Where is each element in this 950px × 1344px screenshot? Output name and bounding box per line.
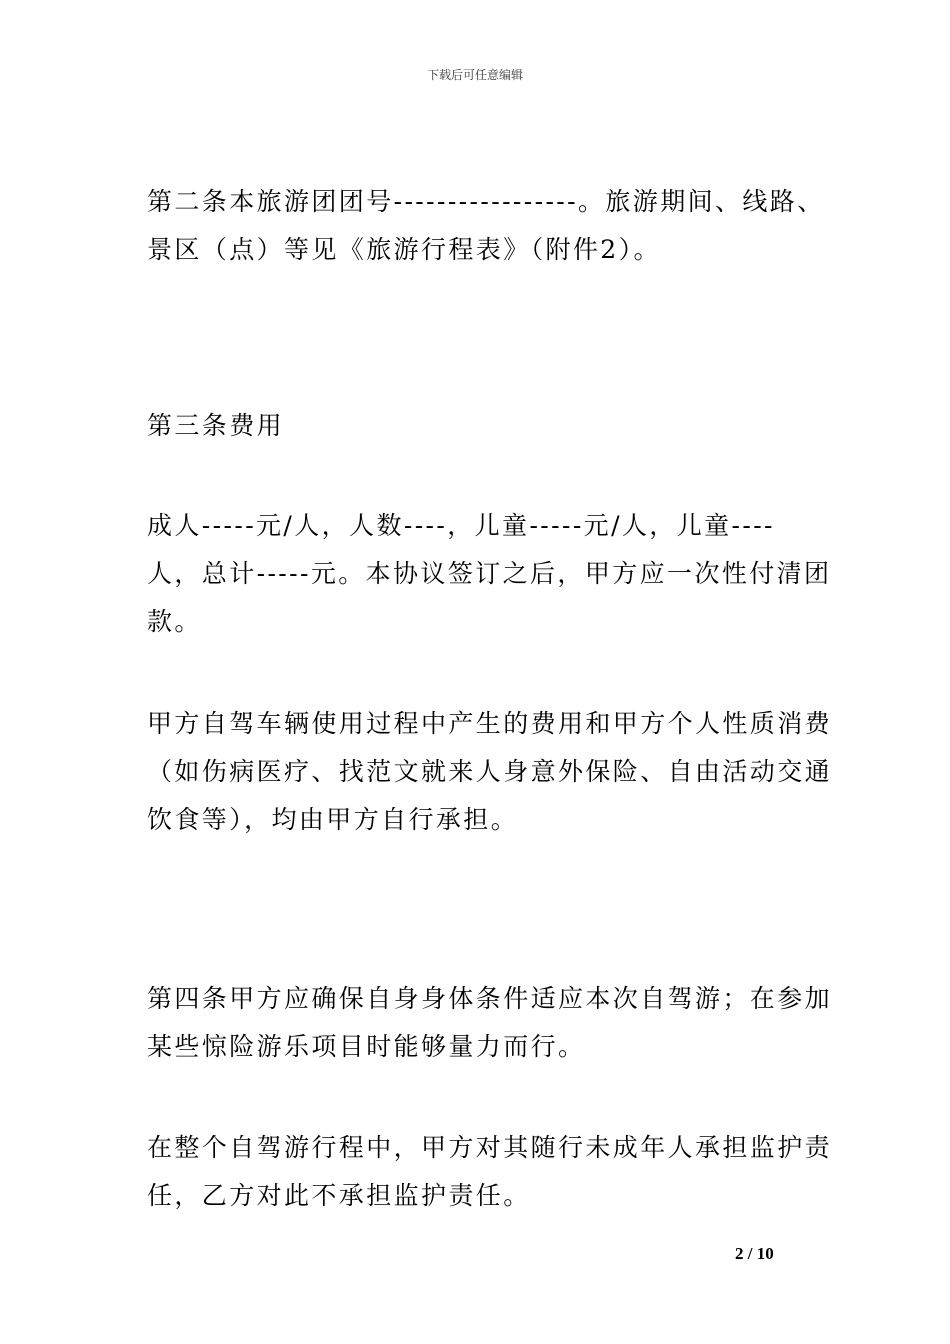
- fees-paragraph: [147, 502, 832, 646]
- paragraph-line: 甲方自驾车辆使用过程中产生的费用和甲方个人性质消费: [147, 709, 833, 738]
- self-expense-paragraph: [147, 700, 833, 844]
- paragraph-line: （如伤病医疗、找范文就来人身意外保险、自由活动交通: [147, 757, 833, 786]
- paragraph-line: 人，总计‐‐‐‐‐元。本协议签订之后，甲方应一次性付清团: [147, 559, 832, 588]
- page-header: 下载后可任意编辑: [426, 68, 523, 82]
- paragraph-line: 第二条本旅游团团号‐‐‐‐‐‐‐‐‐‐‐‐‐‐‐‐‐。旅游期间、线路、: [147, 187, 825, 216]
- article-2-paragraph: [147, 178, 825, 274]
- article-4-paragraph: [147, 975, 833, 1071]
- paragraph-line: 景区（点）等见《旅游行程表》（附件2）。: [147, 235, 661, 264]
- paragraph-line: 第三条费用: [147, 411, 285, 440]
- page-number: 2 / 10: [735, 1244, 774, 1263]
- paragraph-line: 饮食等），均由甲方自行承担。: [147, 805, 519, 834]
- paragraph-line: 款。: [147, 607, 202, 636]
- paragraph-line: 某些惊险游乐项目时能够量力而行。: [147, 1032, 586, 1061]
- paragraph-line: 任，乙方对此不承担监护责任。: [147, 1181, 531, 1210]
- article-3-heading: [147, 402, 817, 450]
- paragraph-line: 第四条甲方应确保自身身体条件适应本次自驾游；在参加: [147, 984, 833, 1013]
- paragraph-line: 成人‐‐‐‐‐元/人，人数‐‐‐‐，儿童‐‐‐‐‐元/人，儿童‐‐‐‐: [147, 511, 775, 540]
- guardianship-paragraph: [147, 1124, 833, 1220]
- paragraph-line: 在整个自驾游行程中，甲方对其随行未成年人承担监护责: [147, 1133, 833, 1162]
